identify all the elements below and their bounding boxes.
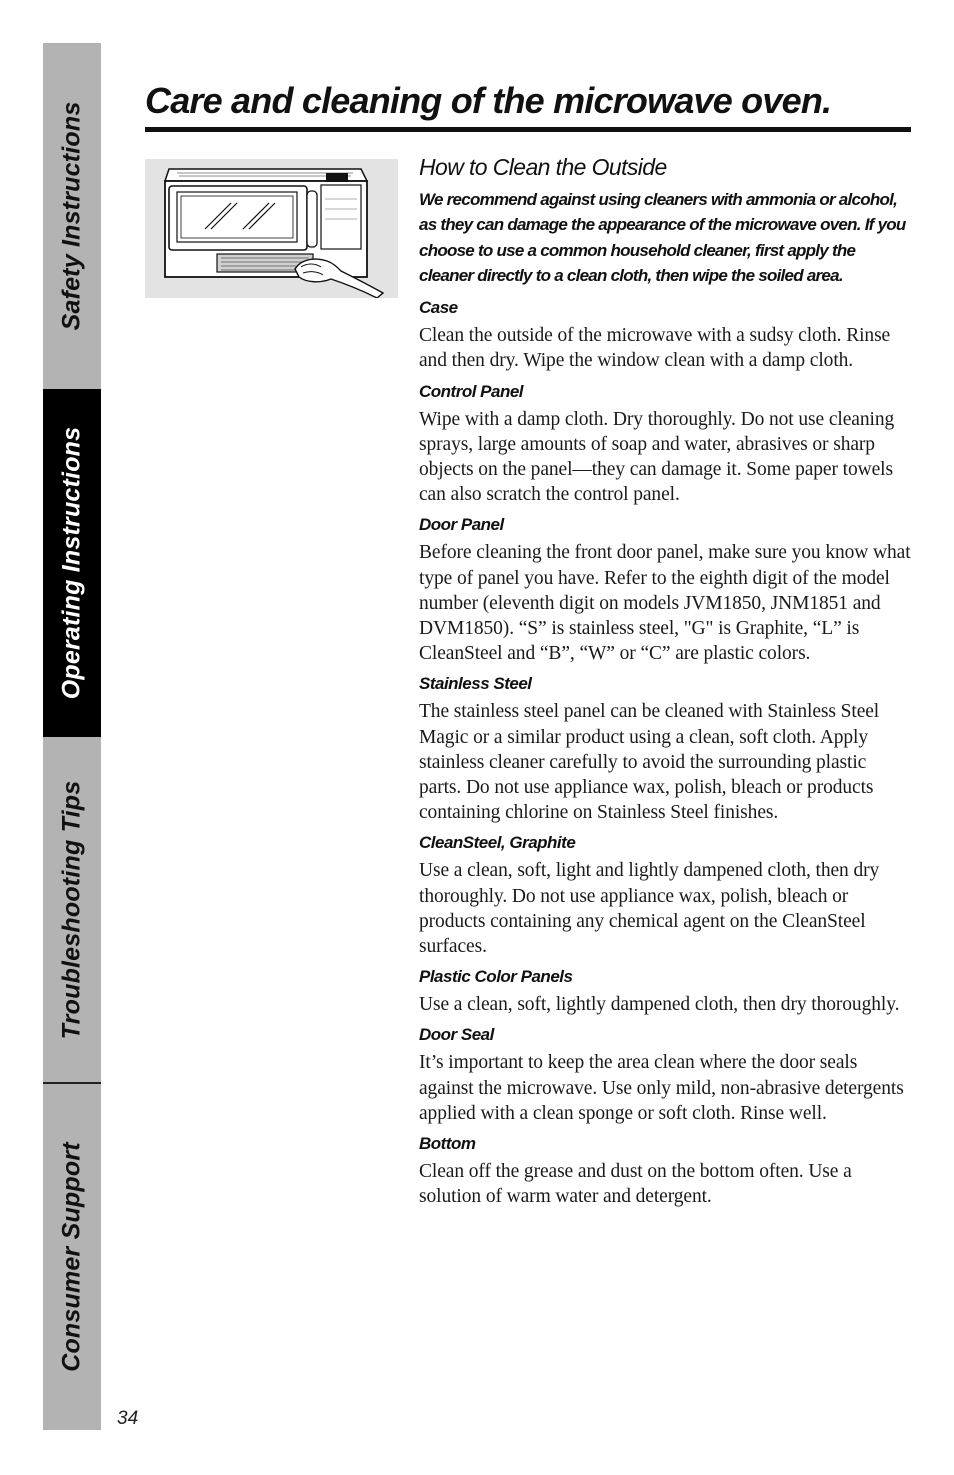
item-stainless-steel (419, 672, 913, 825)
title-rule (145, 127, 911, 132)
paragraph: Wipe with a damp cloth. Dry thoroughly. Do not use cleaning sprays, large amounts of soap and water, abrasives or sharp objects on the panel—they can damage it. Some paper towels can also scratch the control panel. (419, 408, 895, 506)
item-door-seal (419, 1023, 913, 1126)
paragraph: Use a clean, soft, lightly dampened cloth, then dry thoroughly. (419, 994, 900, 1016)
subheading: Case (419, 298, 458, 318)
subheading: CleanSteel, Graphite (419, 833, 576, 853)
tab-troubleshooting-tips[interactable] (43, 737, 101, 1083)
item-case (419, 296, 913, 373)
paragraph: The stainless steel panel can be cleaned with Stainless Steel Magic or a similar product using a clean, soft cloth. Apply stainless cleaner carefully to avoid the surrounding plastic parts. Do not use appliance wax, polish, bleach or products containing chlorine on Stainless Steel finishes. (419, 701, 880, 824)
paragraph: Clean the outside of the microwave with a sudsy cloth. Rinse and then dry. Wipe the window clean with a damp cloth. (419, 325, 891, 372)
paragraph: Before cleaning the front door panel, make sure you know what type of panel you have. Refer to the eighth digit of the model number (eleventh digit on models JVM1850, JNM1851 and DVM1850). “S” is stainless steel, "G" is Graphite, “L” is CleanSteel and “B”, “W” or “C” are plastic colors. (419, 542, 911, 665)
item-cleansteel-graphite (419, 831, 913, 959)
subheading: Plastic Color Panels (419, 967, 573, 987)
item-plastic-color-panels (419, 965, 913, 1017)
cleaning-instructions (419, 154, 913, 1215)
paragraph: Use a clean, soft, light and lightly dampened cloth, then dry thoroughly. Do not use appliance wax, polish, bleach or products containing any chemical agent on the CleanSteel surfaces. (419, 860, 880, 958)
microwave-icon (145, 159, 398, 298)
tab-consumer-support[interactable] (43, 1084, 101, 1430)
page-title: Care and cleaning of the microwave oven. (145, 80, 832, 121)
subheading: Door Panel (419, 515, 504, 535)
tab-label-troubleshooting: Troubleshooting Tips (57, 780, 86, 1040)
paragraph: It’s important to keep the area clean where the door seals against the microwave. Use only mild, non-abrasive detergents applied with a clean sponge or soft cloth. Rinse well. (419, 1052, 904, 1124)
tab-operating-instructions[interactable] (43, 389, 101, 737)
paragraph: Clean off the grease and dust on the bottom often. Use a solution of warm water and detergent. (419, 1161, 852, 1208)
tab-label-operating: Operating Instructions (57, 426, 86, 700)
item-control-panel (419, 380, 913, 508)
tab-safety-instructions[interactable] (43, 43, 101, 389)
tab-label-safety: Safety Instructions (57, 101, 86, 331)
subheading: Stainless Steel (419, 674, 532, 694)
microwave-cleaning-illustration (145, 159, 398, 298)
tab-label-consumer: Consumer Support (57, 1142, 86, 1372)
page-number: 34 (117, 1408, 139, 1429)
subheading: Control Panel (419, 381, 524, 401)
section-title: How to Clean the Outside (419, 154, 667, 180)
item-door-panel (419, 513, 913, 666)
subheading: Door Seal (419, 1025, 494, 1045)
item-bottom (419, 1132, 913, 1209)
warning-intro: We recommend against using cleaners with ammonia or alcohol, as they can damage the appearance of the microwave oven. If you choose to use a common household cleaner, first apply the cleaner directly to a clean cloth, then wipe the soiled area. (419, 190, 906, 285)
subheading: Bottom (419, 1134, 476, 1154)
